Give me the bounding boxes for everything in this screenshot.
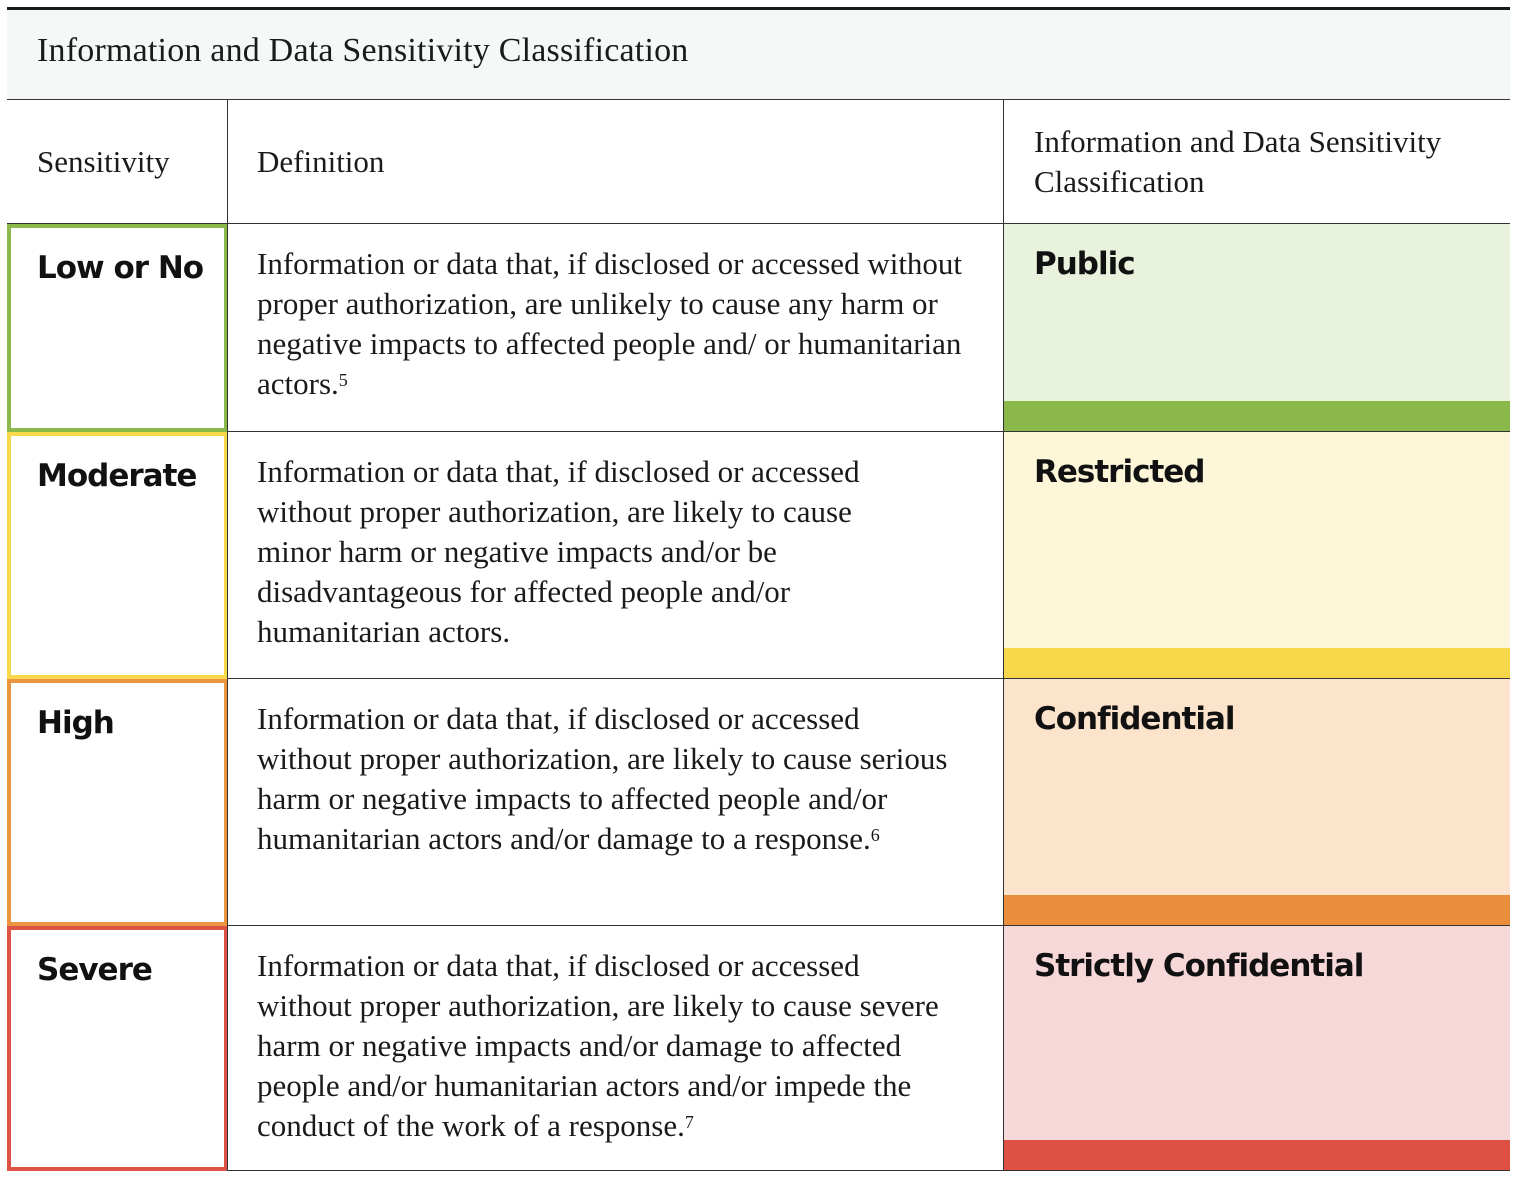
definition-cell <box>228 224 1004 431</box>
sensitivity-label: Moderate <box>37 458 197 494</box>
header-classification: Information and Data Sensitivity Classification <box>1034 124 1442 199</box>
sensitivity-label: Low or No <box>37 250 204 286</box>
definition-cell <box>228 432 1004 678</box>
classification-cell <box>1004 679 1510 925</box>
classification-label: Restricted <box>1034 454 1205 490</box>
table-row <box>7 679 1510 926</box>
definition-body: Information or data that, if disclosed or accessed without proper authorization, are likely to cause minor harm or negative impacts and/or be disadvantageous for affected people and/or humanitarian actors. <box>257 454 860 649</box>
definition-body: Information or data that, if disclosed or accessed without proper authorization, are likely to cause serious harm or negative impacts to affected people and/or humanitarian actors and/or damage to a response. <box>257 701 948 856</box>
column-divider <box>227 100 228 1171</box>
column-divider <box>1003 100 1004 1171</box>
sensitivity-label: Severe <box>37 952 152 988</box>
definition-body: Information or data that, if disclosed or accessed without proper authorization, are likely to cause severe harm or negative impacts and/or damage to affected people and/or humanitarian actors and/or impede the conduct of the work of a response. <box>257 948 939 1143</box>
classification-color-bar <box>1004 1140 1510 1170</box>
definition-cell <box>228 679 1004 925</box>
header-sensitivity: Sensitivity <box>37 144 170 179</box>
definition-text <box>257 244 992 404</box>
classification-label: Confidential <box>1034 701 1235 737</box>
header-definition: Definition <box>257 144 385 179</box>
classification-color-bar <box>1004 895 1510 925</box>
table-title: Information and Data Sensitivity Classification <box>37 32 689 69</box>
classification-cell <box>1004 224 1510 431</box>
footnote-marker: 5 <box>338 370 348 390</box>
definition-body: Information or data that, if disclosed or accessed without proper authorization, are unlikely to cause any harm or negative impacts to affected people and/ or humanitarian actors. <box>257 246 963 401</box>
table-row <box>7 224 1510 432</box>
sensitivity-cell <box>7 432 228 679</box>
table-row <box>7 432 1510 679</box>
table-row <box>7 926 1510 1171</box>
classification-label: Public <box>1034 246 1135 282</box>
classification-color-bar <box>1004 648 1510 678</box>
classification-color-bar <box>1004 401 1510 431</box>
header-definition-cell <box>228 100 1004 223</box>
classification-cell <box>1004 926 1510 1170</box>
footnote-marker: 7 <box>684 1112 694 1132</box>
sensitivity-cell <box>7 679 228 926</box>
classification-label: Strictly Confidential <box>1034 948 1364 984</box>
definition-text <box>257 452 897 652</box>
sensitivity-classification-table <box>7 7 1510 1171</box>
sensitivity-cell <box>7 224 228 432</box>
table-title-bar <box>7 10 1510 100</box>
classification-cell <box>1004 432 1510 678</box>
header-row <box>7 100 1510 224</box>
sensitivity-label: High <box>37 705 114 741</box>
definition-cell <box>228 926 1004 1170</box>
definition-text <box>257 699 957 859</box>
sensitivity-cell <box>7 926 228 1171</box>
definition-text <box>257 946 957 1146</box>
header-classification-cell <box>1004 100 1510 223</box>
footnote-marker: 6 <box>870 825 880 845</box>
header-sensitivity-cell <box>7 100 228 223</box>
